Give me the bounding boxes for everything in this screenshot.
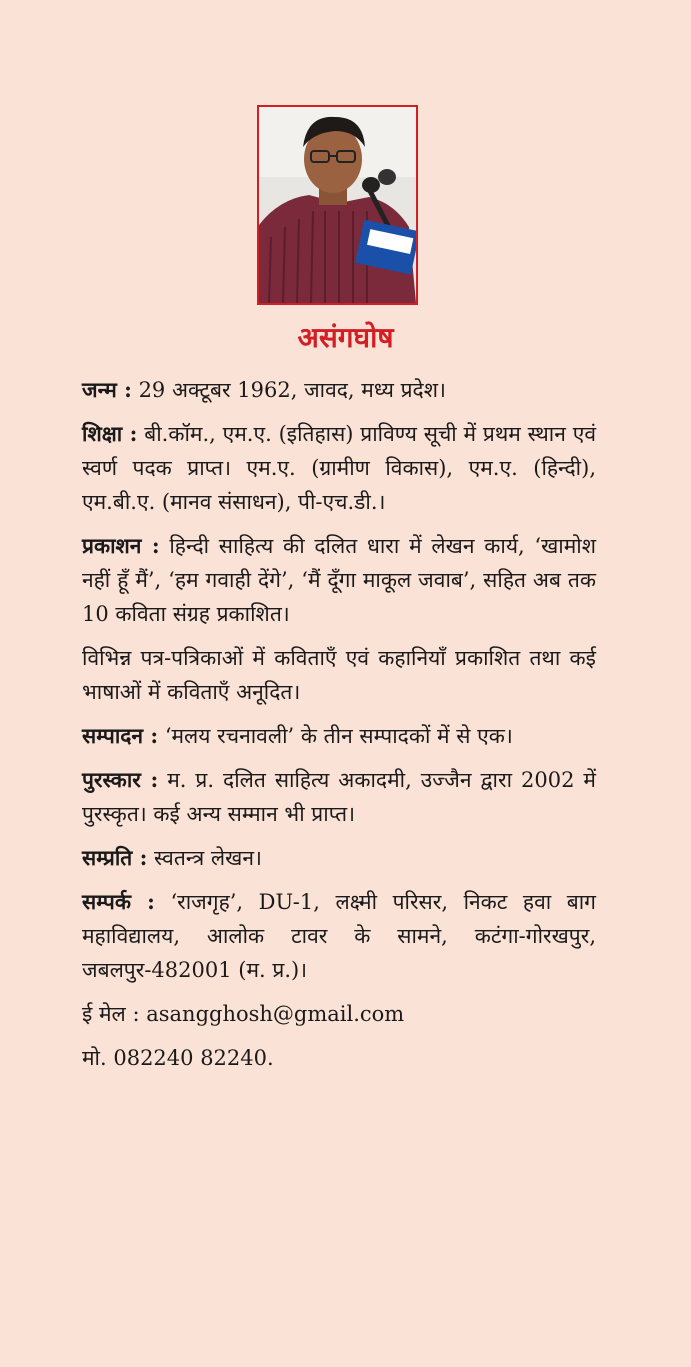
education-text: बी.कॉम., एम.ए. (इतिहास) प्राविण्य सूची में प्रथम स्थान एवं स्वर्ण पदक प्राप्त। एम.ए. (ग्रामीण विकास), एम.ए. (हिन्दी), एम.बी.ए. (मानव संसाधन), पी-एच.डी.। bbox=[82, 422, 596, 514]
editing-text: ‘मलय रचनावली’ के तीन सम्पादकों में से एक। bbox=[158, 724, 513, 748]
publication-text: हिन्दी साहित्य की दलित धारा में लेखन कार्य, ‘खामोश नहीं हूँ मैं’, ‘हम गवाही देंगे’, ‘मैं दूँगा माकूल जवाब’, सहित अब तक 10 कविता संग्रह प्रकाशित। bbox=[82, 534, 597, 626]
phone-paragraph: मो. 082240 82240. bbox=[82, 1046, 274, 1070]
editing-paragraph bbox=[82, 719, 596, 753]
email-label: ई मेल : bbox=[82, 1002, 140, 1026]
contact-paragraph bbox=[82, 885, 596, 987]
birth-paragraph bbox=[82, 373, 596, 407]
birth-text: 29 अक्टूबर 1962, जावद, मध्य प्रदेश। bbox=[131, 378, 446, 402]
author-portrait-image bbox=[259, 107, 416, 303]
award-label: पुरस्कार : bbox=[82, 767, 159, 792]
award-text: म. प्र. दलित साहित्य अकादमी, उज्जैन द्वारा 2002 में पुरस्कृत। कई अन्य सम्मान भी प्राप्त। bbox=[82, 768, 596, 826]
publication-label: प्रकाशन : bbox=[82, 533, 160, 558]
author-photo bbox=[257, 105, 418, 305]
current-label: सम्प्रति : bbox=[82, 845, 148, 870]
birth-label: जन्म : bbox=[82, 377, 132, 402]
periodicals-paragraph: विभिन्न पत्र-पत्रिकाओं में कविताएँ एवं कहानियाँ प्रकाशित तथा कई भाषाओं में कविताएँ अनूदित। bbox=[82, 646, 596, 704]
contact-text: ‘राजगृह’, DU-1, लक्ष्मी परिसर, निकट हवा बाग महाविद्यालय, आलोक टावर के सामने, कटंगा-गोरखपुर, जबलपुर-482001 (म. प्र.)। bbox=[82, 890, 596, 982]
email-paragraph bbox=[82, 997, 596, 1031]
award-paragraph bbox=[82, 763, 596, 831]
author-bio bbox=[82, 373, 596, 1085]
education-label: शिक्षा : bbox=[82, 421, 138, 446]
education-paragraph bbox=[82, 417, 596, 519]
email-text: asangghosh@gmail.com bbox=[139, 1002, 405, 1026]
current-paragraph bbox=[82, 841, 596, 875]
current-text: स्वतन्त्र लेखन। bbox=[147, 846, 262, 870]
publication-paragraph bbox=[82, 529, 596, 631]
editing-label: सम्पादन : bbox=[82, 723, 159, 748]
author-name: असंगघोष bbox=[297, 321, 394, 354]
contact-label: सम्पर्क : bbox=[82, 889, 155, 914]
